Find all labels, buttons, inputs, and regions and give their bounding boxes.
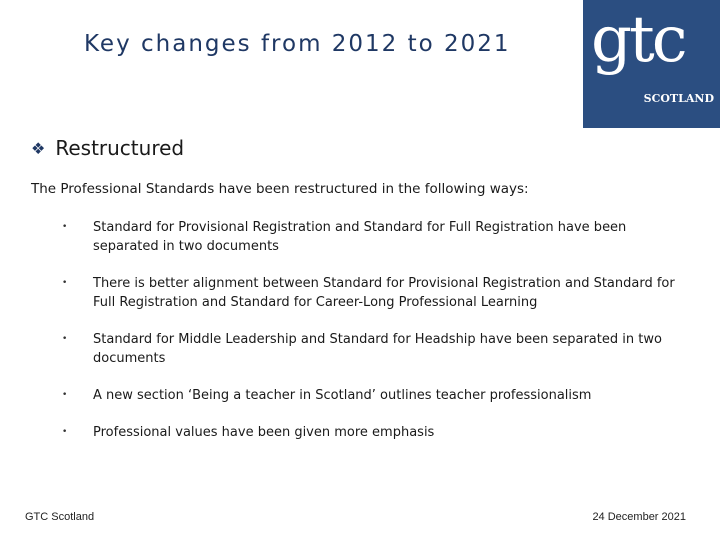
section-heading-row: [31, 136, 184, 160]
list-item: [62, 274, 682, 312]
list-item-text: Standard for Middle Leadership and Standard for Headship have been separated in two documents: [93, 332, 662, 366]
bullet-icon: •: [62, 334, 68, 344]
gtc-scotland-logo: [583, 0, 720, 128]
list-item: [62, 330, 682, 368]
bullet-list: [62, 218, 682, 460]
bullet-icon: •: [62, 390, 68, 400]
slide-title: Key changes from 2012 to 2021: [84, 31, 511, 57]
intro-text: The Professional Standards have been restructured in the following ways:: [31, 181, 529, 197]
bullet-icon: •: [62, 278, 68, 288]
bullet-icon: •: [62, 427, 68, 437]
list-item: [62, 386, 682, 405]
diamond-bullet-icon: ❖: [31, 138, 46, 158]
logo-subtitle: SCOTLAND: [643, 92, 714, 105]
logo-mark: gtc: [591, 3, 685, 77]
list-item: [62, 423, 682, 442]
list-item-text: Professional values have been given more emphasis: [93, 425, 435, 440]
footer-organisation: GTC Scotland: [25, 511, 95, 523]
footer-date: 24 December 2021: [592, 511, 686, 523]
bullet-icon: •: [62, 222, 68, 232]
list-item-text: There is better alignment between Standard for Provisional Registration and Standard for Full Registration and Standard for Career-Long Professional Learning: [93, 276, 675, 310]
list-item: [62, 218, 682, 256]
list-item-text: Standard for Provisional Registration and Standard for Full Registration have been separated in two documents: [93, 220, 627, 254]
section-heading: Restructured: [55, 136, 185, 160]
list-item-text: A new section ‘Being a teacher in Scotland’ outlines teacher professionalism: [93, 388, 592, 403]
